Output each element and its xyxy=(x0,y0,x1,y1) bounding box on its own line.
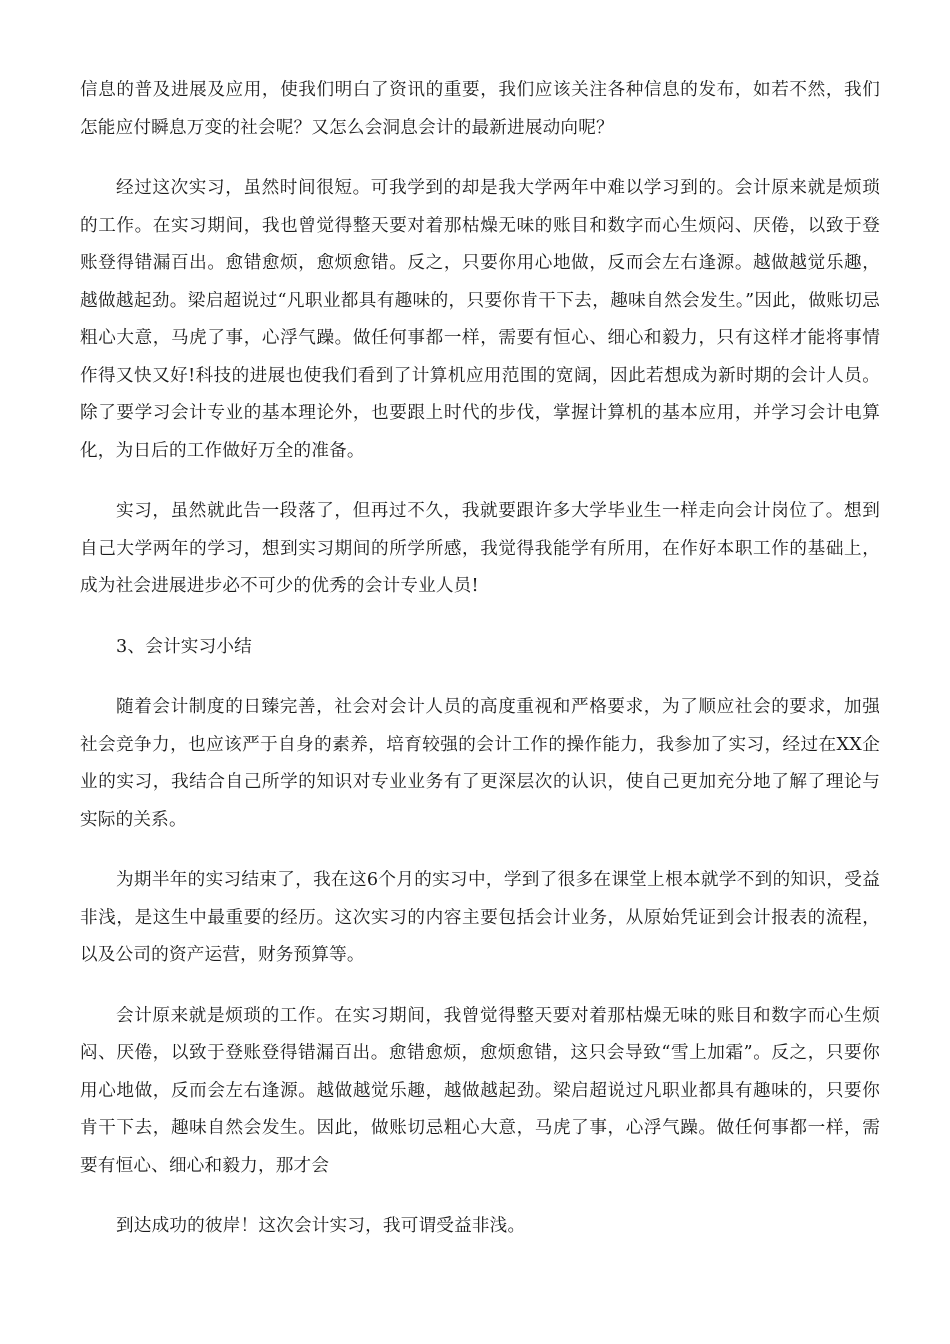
paragraph-3: 实习，虽然就此告一段落了，但再过不久，我就要跟许多大学毕业生一样走向会计岗位了。想到自己大学两年的学习，想到实习期间的所学所感，我觉得我能学有所用，在作好本职工作的基础上，成为社会进展进步必不可少的优秀的会计专业人员! xyxy=(80,501,880,596)
paragraph-4: 随着会计制度的日臻完善，社会对会计人员的高度重视和严格要求，为了顺应社会的要求，加强社会竞争力，也应该严于自身的素养，培育较强的会计工作的操作能力，我参加了实习，经过在XX企业的实习，我结合自己所学的知识对专业业务有了更深层次的认识，使自己更加充分地了解了理论与实际的关系。 xyxy=(80,697,880,830)
document-page xyxy=(80,72,880,1269)
paragraph-2: 经过这次实习，虽然时间很短。可我学到的却是我大学两年中难以学习到的。会计原来就是烦琐的工作。在实习期间，我也曾觉得整天要对着那枯燥无味的账目和数字而心生烦闷、厌倦，以致于登账登得错漏百出。愈错愈烦，愈烦愈错。反之，只要你用心地做，反而会左右逢源。越做越觉乐趣，越做越起劲。梁启超说过“凡职业都具有趣味的，只要你肯干下去，趣味自然会发生。”因此，做账切忌粗心大意，马虎了事，心浮气躁。做任何事都一样，需要有恒心、细心和毅力，只有这样才能将事情作得又快又好!科技的进展也使我们看到了计算机应用范围的宽阔，因此若想成为新时期的会计人员。除了要学习会计专业的基本理论外，也要跟上时代的步伐，掌握计算机的基本应用，并学习会计电算化，为日后的工作做好万全的准备。 xyxy=(80,178,880,461)
paragraph-7: 到达成功的彼岸！这次会计实习，我可谓受益非浅。 xyxy=(116,1216,526,1236)
paragraph-6: 会计原来就是烦琐的工作。在实习期间，我曾觉得整天要对着那枯燥无味的账目和数字而心生烦闷、厌倦，以致于登账登得错漏百出。愈错愈烦，愈烦愈错，这只会导致“雪上加霜”。反之，只要你用心地做，反而会左右逢源。越做越觉乐趣，越做越起劲。梁启超说过凡职业都具有趣味的，只要你肯干下去，趣味自然会发生。因此，做账切忌粗心大意，马虎了事，心浮气躁。做任何事都一样，需要有恒心、细心和毅力，那才会 xyxy=(80,1005,880,1176)
paragraph-5: 为期半年的实习结束了，我在这6个月的实习中，学到了很多在课堂上根本就学不到的知识，受益非浅，是这生中最重要的经历。这次实习的内容主要包括会计业务，从原始凭证到会计报表的流程，以及公司的资产运营，财务预算等。 xyxy=(80,870,880,965)
paragraph-1: 信息的普及进展及应用，使我们明白了资讯的重要，我们应该关注各种信息的发布，如若不然，我们怎能应付瞬息万变的社会呢？又怎么会洞息会计的最新进展动向呢？ xyxy=(80,80,880,138)
section-heading: 3、会计实习小结 xyxy=(116,636,252,657)
